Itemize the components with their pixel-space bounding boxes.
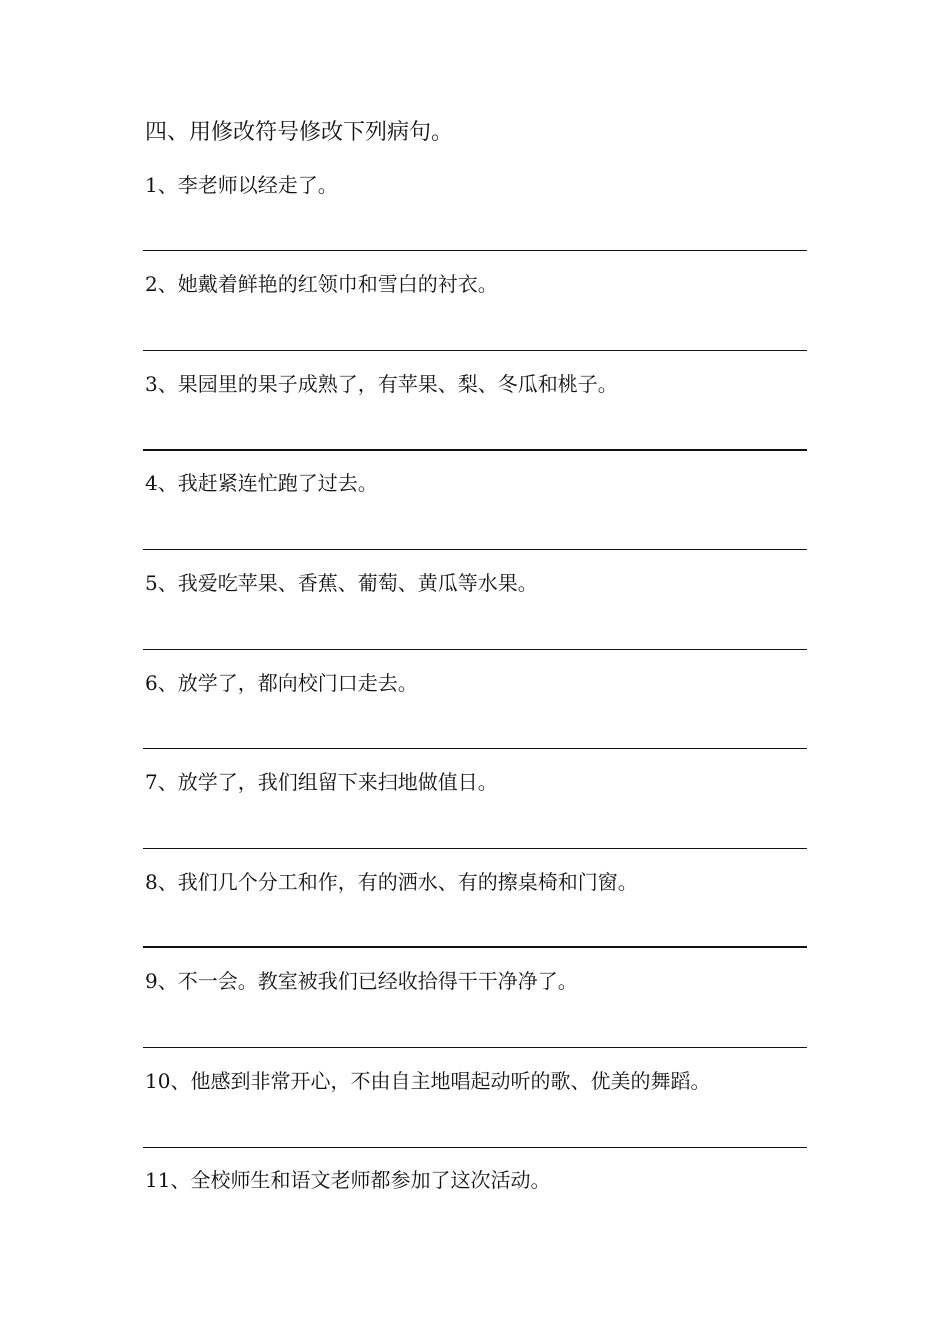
answer-line-7[interactable] — [143, 848, 807, 849]
answer-line-6[interactable] — [143, 748, 807, 749]
answer-line-10[interactable] — [143, 1147, 807, 1148]
answer-line-8[interactable] — [143, 946, 807, 948]
question-8: 8、我们几个分工和作，有的洒水、有的擦桌椅和门窗。 — [145, 870, 638, 894]
answer-line-5[interactable] — [143, 649, 807, 650]
question-5: 5、我爱吃苹果、香蕉、葡萄、黄瓜等水果。 — [145, 571, 538, 595]
question-6: 6、放学了，都向校门口走去。 — [145, 671, 418, 695]
answer-line-4[interactable] — [143, 549, 807, 550]
answer-line-3[interactable] — [143, 449, 807, 451]
question-11: 11、全校师生和语文老师都参加了这次活动。 — [145, 1168, 551, 1192]
section-heading: 四、用修改符号修改下列病句。 — [145, 120, 454, 145]
answer-line-1[interactable] — [143, 250, 807, 251]
answer-line-9[interactable] — [143, 1047, 807, 1048]
question-1: 1、李老师以经走了。 — [145, 173, 338, 197]
question-3: 3、果园里的果子成熟了，有苹果、梨、冬瓜和桃子。 — [145, 372, 618, 396]
question-9: 9、不一会。教室被我们已经收拾得干干净净了。 — [145, 969, 578, 993]
question-4: 4、我赶紧连忙跑了过去。 — [145, 471, 378, 495]
question-10: 10、他感到非常开心，不由自主地唱起动听的歌、优美的舞蹈。 — [145, 1069, 711, 1093]
answer-line-2[interactable] — [143, 350, 807, 351]
question-7: 7、放学了，我们组留下来扫地做值日。 — [145, 770, 498, 794]
question-2: 2、她戴着鲜艳的红领巾和雪白的衬衣。 — [145, 272, 498, 296]
